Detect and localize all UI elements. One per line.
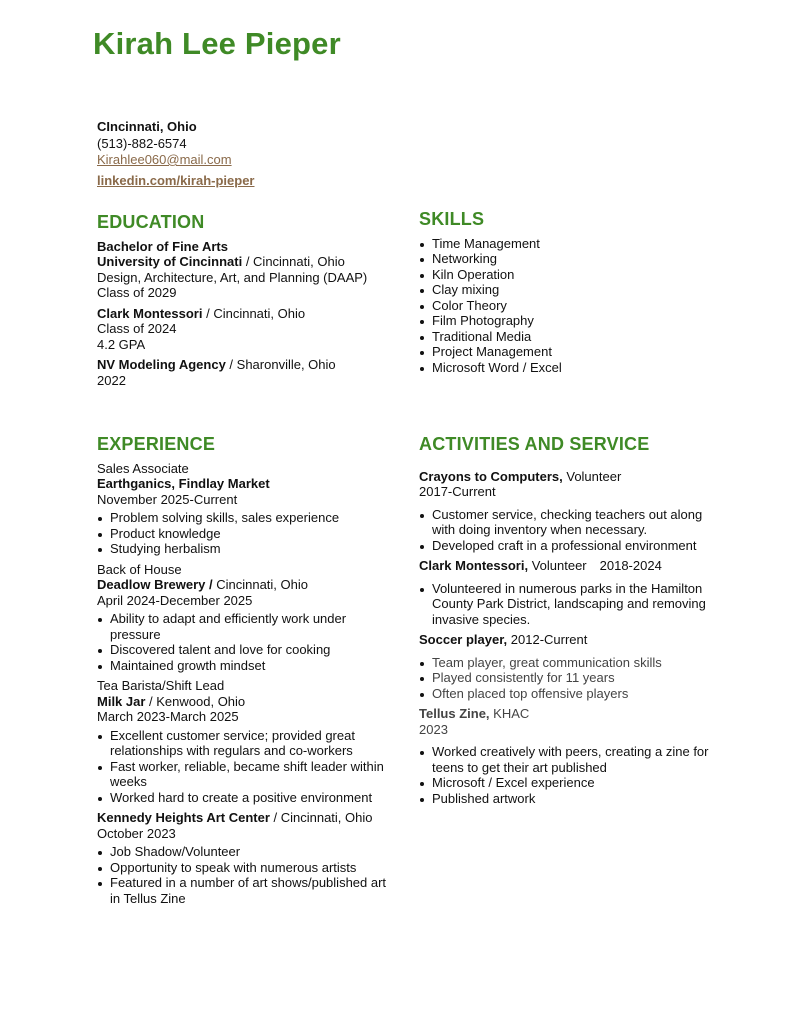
job-bullets: [97, 510, 387, 557]
activity-role: Volunteer: [562, 468, 622, 484]
skill-item: Color Theory: [432, 298, 709, 314]
activity-title-line: [419, 469, 709, 485]
job-role: Tea Barista/Shift Lead: [97, 678, 225, 693]
activity-bullet: Microsoft / Excel experience: [432, 775, 709, 791]
activity-bullet: Worked creatively with peers, creating a zine for teens to get their art published: [432, 744, 709, 775]
activity-role: 2012-Current: [507, 632, 588, 647]
activity-bullet: Customer service, checking teachers out along with doing inventory when necessary.: [432, 507, 709, 538]
activities-heading: ACTIVITIES AND SERVICE: [419, 434, 650, 454]
skill-item: Film Photography: [432, 313, 709, 329]
activity-title-line: [419, 632, 709, 648]
activity-bullet: Developed craft in a professional environment: [432, 538, 709, 554]
program: Design, Architecture, Art, and Planning (DAAP): [97, 269, 368, 285]
class-year: Class of 2024: [97, 321, 177, 336]
job-bullets: [97, 844, 387, 906]
job-dates: March 2023-March 2025: [97, 709, 239, 724]
contact-city: CIncinnati, Ohio: [97, 119, 197, 134]
job-org: Milk Jar: [97, 693, 146, 709]
job-bullet: Featured in a number of art shows/published art in Tellus Zine: [110, 875, 387, 906]
job-bullet: Ability to adapt and efficiently work under pressure: [110, 611, 387, 642]
activity-dates: 2017-Current: [419, 484, 496, 499]
activity-bullet: Published artwork: [432, 791, 709, 807]
activity-org: Tellus Zine,: [419, 706, 490, 721]
school-name: NV Modeling Agency: [97, 357, 226, 372]
job-bullet: Job Shadow/Volunteer: [110, 844, 387, 860]
job-entry: [97, 562, 387, 674]
experience-heading: EXPERIENCE: [97, 434, 216, 454]
degree: Bachelor of Fine Arts: [97, 238, 228, 254]
activity-bullets: [419, 744, 709, 806]
job-bullet: Problem solving skills, sales experience: [110, 510, 387, 526]
job-role: Back of House: [97, 561, 182, 577]
skills-list: [419, 236, 709, 376]
activity-entry: [419, 469, 709, 554]
job-org: Deadlow Brewery /: [97, 577, 213, 592]
job-org-line: [97, 577, 387, 593]
activity-bullet: Played consistently for 11 years: [432, 670, 709, 686]
job-bullet: Excellent customer service; provided great relationships with regulars and co-workers: [110, 728, 387, 759]
activities-section: [419, 434, 709, 811]
activity-org: Clark Montessori,: [419, 558, 529, 573]
activity-entry: [419, 632, 709, 701]
job-location: / Cincinnati, Ohio: [269, 810, 373, 825]
job-location: Cincinnati, Ohio: [212, 577, 308, 592]
activity-bullet: Volunteered in numerous parks in the Hamilton County Park District, landscaping and removing invasive species.: [432, 581, 709, 628]
school-location: / Sharonville, Ohio: [225, 357, 336, 372]
job-bullets: [97, 728, 387, 806]
skill-item: Clay mixing: [432, 282, 709, 298]
skill-item: Time Management: [432, 236, 709, 252]
education-entry: [97, 239, 387, 301]
job-bullet: Worked hard to create a positive environment: [110, 790, 387, 806]
activity-title-line: [419, 558, 709, 574]
contact-block: [97, 119, 255, 189]
job-entry: [97, 810, 387, 906]
skill-item: Microsoft Word / Excel: [432, 360, 709, 376]
skill-item: Networking: [432, 251, 709, 267]
job-dates: October 2023: [97, 825, 176, 841]
job-bullet: Opportunity to speak with numerous artists: [110, 860, 387, 876]
class-year: Class of 2029: [97, 285, 177, 300]
school-name: Clark Montessori: [97, 305, 203, 321]
job-role: Sales Associate: [97, 460, 189, 476]
contact-email-link[interactable]: Kirahlee060@mail.com: [97, 152, 232, 167]
activity-entry: [419, 706, 709, 806]
job-bullet: Maintained growth mindset: [110, 658, 387, 674]
job-org: Kennedy Heights Art Center: [97, 810, 270, 825]
job-bullet: Fast worker, reliable, became shift leader within weeks: [110, 759, 387, 790]
job-bullets: [97, 611, 387, 673]
skills-heading: SKILLS: [419, 209, 485, 229]
activity-bullets: [419, 655, 709, 702]
school-line: [97, 254, 387, 270]
skill-item: Project Management: [432, 344, 709, 360]
experience-section: [97, 434, 387, 911]
activity-bullet: Team player, great communication skills: [432, 655, 709, 671]
job-org: Earthganics, Findlay Market: [97, 476, 270, 491]
job-entry: [97, 461, 387, 557]
activity-bullets: [419, 507, 709, 554]
activity-org: Soccer player,: [419, 632, 508, 647]
job-dates: November 2025-Current: [97, 491, 238, 507]
activity-org: Crayons to Computers,: [419, 468, 563, 484]
school-name: University of Cincinnati: [97, 254, 243, 269]
activity-bullets: [419, 581, 709, 628]
activity-role: KHAC: [489, 706, 530, 721]
education-heading: EDUCATION: [97, 212, 205, 232]
activity-entry: [419, 558, 709, 627]
education-entry: [97, 357, 387, 388]
education-entry: [97, 306, 387, 353]
activity-title-line: [419, 706, 709, 722]
job-org-line: [97, 694, 387, 710]
class-year: 2022: [97, 372, 126, 388]
resume-name: Kirah Lee Pieper: [93, 26, 341, 61]
job-org-line: [97, 810, 387, 826]
job-location: / Kenwood, Ohio: [145, 693, 246, 709]
job-entry: [97, 678, 387, 805]
school-line: [97, 306, 387, 322]
activity-role: Volunteer: [528, 558, 587, 573]
contact-phone: (513)-882-6574: [97, 135, 187, 151]
job-bullet: Discovered talent and love for cooking: [110, 642, 387, 658]
job-bullet: Studying herbalism: [110, 541, 387, 557]
skills-section: [419, 209, 709, 380]
job-bullet: Product knowledge: [110, 526, 387, 542]
job-dates: April 2024-December 2025: [97, 592, 253, 608]
activity-dates: 2023: [419, 721, 448, 737]
education-section: [97, 212, 387, 393]
contact-linkedin-link[interactable]: linkedin.com/kirah-pieper: [97, 172, 255, 188]
school-location: / Cincinnati, Ohio: [202, 305, 306, 321]
skill-item: Traditional Media: [432, 329, 709, 345]
activity-dates: 2018-2024: [599, 558, 662, 573]
activity-bullet: Often placed top offensive players: [432, 686, 709, 702]
skill-item: Kiln Operation: [432, 267, 709, 283]
school-location: / Cincinnati, Ohio: [242, 254, 345, 269]
school-line: [97, 357, 387, 373]
gpa: 4.2 GPA: [97, 336, 146, 352]
